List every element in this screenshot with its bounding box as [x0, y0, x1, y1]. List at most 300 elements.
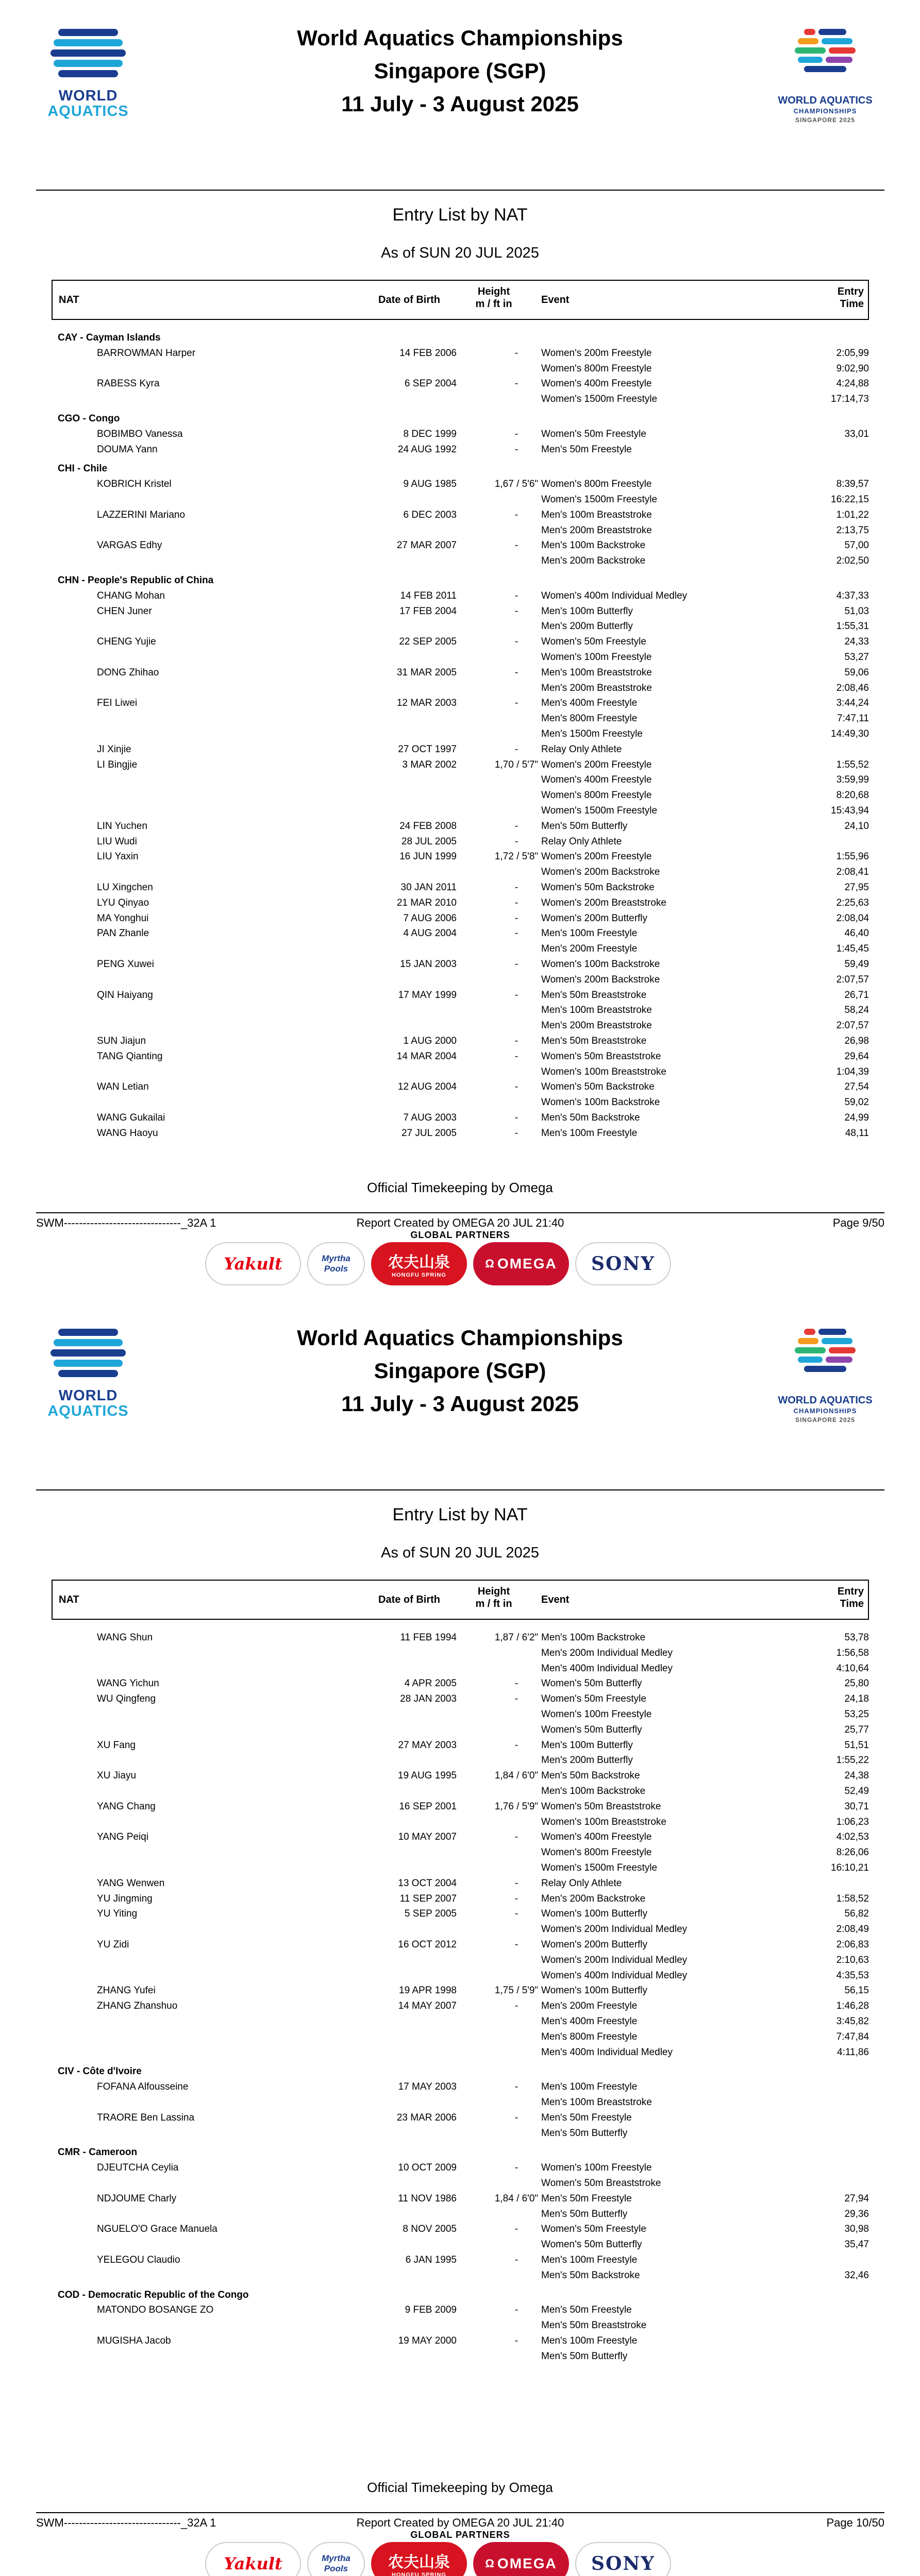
entry-time: 14:49,30: [831, 728, 869, 739]
table-row: [52, 1018, 869, 1033]
table-row: [52, 1937, 869, 1952]
athlete-name: FOFANA Alfousseine: [97, 2081, 189, 2093]
event-name: Women's 50m Butterfly: [541, 1724, 642, 1735]
height: -: [514, 989, 518, 1001]
athlete-name: SUN Jiajun: [97, 1036, 146, 1046]
logo-text-aquatics: AQUATICS: [47, 1403, 129, 1419]
entry-time: 2:07,57: [836, 974, 869, 985]
logo-text-world-aquatics: WORLD AQUATICS: [778, 95, 873, 106]
event-name: Relay Only Athlete: [541, 743, 622, 755]
entry-time: 1:45,45: [836, 943, 869, 955]
event-name: Women's 400m Freestyle: [541, 378, 652, 389]
height: 1,87 / 6'2": [494, 1632, 539, 1643]
championships-singapore-logo: [771, 25, 879, 128]
event-name: Men's 100m Backstroke: [541, 540, 646, 551]
date-of-birth: 21 MAR 2010: [396, 897, 457, 908]
event-name: Women's 800m Freestyle: [541, 479, 652, 490]
entry-time: 25,77: [844, 1724, 869, 1735]
height: -: [514, 636, 518, 648]
athlete-name: TANG Qianting: [97, 1050, 163, 1062]
table-row: [52, 1094, 869, 1110]
official-timekeeping: Official Timekeeping by Omega: [367, 1180, 553, 1195]
entry-time: 2:07,57: [836, 1020, 869, 1031]
entry-time: 30,71: [844, 1801, 869, 1812]
entry-time: 57,00: [844, 540, 869, 551]
event-name: Men's 50m Freestyle: [541, 2304, 632, 2316]
table-row: [52, 634, 869, 649]
height: -: [514, 1127, 518, 1139]
height: -: [514, 540, 518, 551]
event-name: Men's 200m Breaststroke: [541, 1020, 652, 1031]
nongfu-text: 农夫山泉: [388, 2553, 450, 2571]
nongfu-spring-logo: [371, 2542, 467, 2576]
date-of-birth: 31 MAR 2005: [396, 667, 457, 678]
event-name: Women's 200m Individual Medley: [541, 1924, 688, 1935]
entry-time: 53,25: [844, 1709, 869, 1720]
height: 1,67 / 5'6": [494, 479, 539, 490]
event-name: Women's 100m Breaststroke: [541, 1066, 666, 1077]
entry-time: 33,01: [844, 428, 869, 439]
entry-time: 2:05,99: [836, 347, 869, 359]
entry-time: 1:46,28: [836, 2001, 869, 2012]
event-name: Women's 1500m Freestyle: [541, 394, 658, 405]
table-row: [52, 1002, 869, 1018]
event-name: Men's 200m Freestyle: [541, 943, 638, 955]
event-name: Women's 50m Butterfly: [541, 1678, 642, 1689]
entry-time: 1:04,39: [836, 1066, 869, 1077]
date-of-birth: 11 NOV 1986: [398, 2193, 457, 2204]
athlete-name: YANG Peiqi: [97, 1832, 148, 1843]
height: 1,70 / 5'7": [494, 759, 539, 770]
table-row: [52, 345, 869, 361]
event-name: Men's 50m Breaststroke: [541, 989, 647, 1001]
date-of-birth: 22 SEP 2005: [399, 636, 457, 648]
date-of-birth: 8 NOV 2005: [403, 2224, 457, 2235]
logo-text-world-aquatics: WORLD AQUATICS: [778, 1395, 873, 1406]
entry-time: 7:47,11: [837, 713, 869, 724]
event-name: Women's 50m Breaststroke: [541, 1801, 661, 1812]
date-of-birth: 24 AUG 1992: [397, 444, 457, 455]
table-row: [52, 361, 869, 376]
height: -: [514, 347, 518, 359]
athlete-name: DJEUTCHA Ceylia: [97, 2162, 179, 2174]
height: -: [514, 667, 518, 678]
nation-header-row: [52, 461, 869, 476]
event-name: Men's 100m Freestyle: [541, 1127, 638, 1139]
championship-location: Singapore (SGP): [374, 1359, 546, 1383]
athlete-name: YANG Wenwen: [97, 1877, 165, 1889]
col-entry-time: Time: [840, 1598, 864, 1609]
table-row: [52, 2348, 869, 2364]
table-row: [52, 2044, 869, 2060]
athlete-name: YU Jingming: [97, 1893, 153, 1904]
athlete-name: LU Xingchen: [97, 882, 153, 893]
event-name: Men's 50m Butterfly: [541, 2350, 628, 2362]
entry-time: 4:11,86: [837, 2046, 869, 2058]
date-of-birth: 11 SEP 2007: [399, 1893, 457, 1904]
entry-time: 2:02,50: [836, 555, 869, 567]
entry-time: 1:56,58: [836, 1647, 869, 1658]
entry-time: 7:47,84: [836, 2031, 869, 2042]
event-name: Women's 200m Individual Medley: [541, 1954, 688, 1965]
event-name: Men's 100m Breaststroke: [541, 1005, 652, 1016]
entry-time: 1:01,22: [836, 509, 869, 520]
table-row: [52, 1737, 869, 1753]
entry-time: 24,33: [844, 636, 869, 648]
omega-symbol-icon: Ω: [485, 2557, 494, 2570]
nation-header-row: [52, 572, 869, 588]
date-of-birth: 8 DEC 1999: [403, 428, 457, 439]
height: -: [514, 1939, 518, 1950]
entry-time: 25,80: [844, 1678, 869, 1689]
athlete-name: WANG Gukailai: [97, 1112, 165, 1123]
table-row: [52, 1875, 869, 1891]
logo-text-singapore: SINGAPORE 2025: [795, 1416, 856, 1423]
nation-header-row: [52, 330, 869, 345]
entry-time: 16:10,21: [831, 1862, 869, 1873]
footer-global-partners: GLOBAL PARTNERS: [410, 2530, 510, 2540]
date-of-birth: 6 JAN 1995: [405, 2255, 457, 2265]
table-row: [52, 1752, 869, 1768]
col-entry: Entry: [837, 286, 864, 297]
table-row: [52, 710, 869, 726]
table-row: [52, 772, 869, 787]
event-name: Men's 100m Breaststroke: [541, 2097, 652, 2108]
table-row: [52, 618, 869, 634]
yakult-text: Yakult: [224, 1254, 282, 1274]
table-row: [52, 588, 869, 603]
athlete-name: QIN Haiyang: [97, 989, 153, 1001]
nongfu-spring-logo: [371, 1242, 467, 1285]
col-nat: NAT: [59, 294, 79, 306]
nation-name: CMR - Cameroon: [58, 2147, 138, 2158]
athlete-name: TRAORE Ben Lassina: [97, 2112, 195, 2123]
table-row: [52, 1722, 869, 1737]
entry-time: 4:10,64: [836, 1663, 869, 1674]
entry-time: 4:02,53: [836, 1832, 869, 1843]
entry-time: 2:08,41: [836, 867, 869, 878]
table-row: [52, 2317, 869, 2333]
col-event: Event: [541, 1594, 570, 1605]
nation-header-row: [52, 2063, 869, 2079]
date-of-birth: 30 JAN 2011: [400, 882, 457, 893]
event-name: Men's 50m Freestyle: [541, 444, 632, 455]
table-row: [52, 2094, 869, 2110]
event-name: Men's 50m Butterfly: [541, 820, 628, 832]
height: -: [514, 1081, 518, 1093]
event-name: Women's 200m Backstroke: [541, 974, 660, 985]
athlete-name: KOBRICH Kristel: [97, 479, 172, 490]
entry-time: 35,47: [844, 2239, 869, 2250]
entry-time: 2:25,63: [836, 897, 869, 908]
omega-text: OMEGA: [497, 1256, 557, 1272]
event-name: Men's 50m Freestyle: [541, 2193, 632, 2204]
event-name: Men's 50m Backstroke: [541, 2269, 640, 2281]
entry-time: 59,02: [844, 1097, 869, 1108]
yakult-text: Yakult: [224, 2554, 282, 2573]
wac-logo-mark-icon: [771, 1325, 879, 1392]
event-name: Men's 100m Butterfly: [541, 605, 633, 617]
athlete-name: WANG Shun: [97, 1632, 153, 1643]
height: -: [514, 2081, 518, 2093]
table-row: [52, 2206, 869, 2222]
table-row: [52, 1660, 869, 1676]
logo-text-world: WORLD: [58, 88, 118, 104]
entry-time: 2:08,49: [836, 1924, 869, 1935]
entry-time: 3:44,24: [836, 698, 869, 709]
championship-location: Singapore (SGP): [374, 59, 546, 83]
table-row: [52, 1783, 869, 1799]
date-of-birth: 28 JUL 2005: [401, 836, 457, 847]
event-name: Women's 200m Freestyle: [541, 347, 652, 359]
event-name: Men's 200m Butterfly: [541, 621, 633, 632]
height: -: [514, 743, 518, 755]
entry-time: 9:02,90: [836, 363, 869, 374]
event-name: Men's 100m Freestyle: [541, 928, 638, 939]
height: -: [514, 836, 518, 847]
table-row: [52, 1645, 869, 1660]
event-name: Men's 50m Breaststroke: [541, 1036, 647, 1046]
table-row: [52, 1952, 869, 1968]
footer-code: SWM-------------------------------_32A 1: [36, 1216, 216, 1229]
date-of-birth: 28 JAN 2003: [400, 1693, 457, 1705]
height: -: [514, 590, 518, 601]
report-title: Entry List by NAT: [392, 205, 528, 225]
table-row: [52, 1891, 869, 1906]
event-name: Women's 50m Backstroke: [541, 882, 655, 893]
entry-time: 1:55,96: [836, 851, 869, 862]
date-of-birth: 14 FEB 2006: [399, 347, 457, 359]
athlete-name: LIU Yaxin: [97, 851, 139, 862]
event-name: Women's 800m Freestyle: [541, 363, 652, 374]
entry-time: 29,64: [844, 1050, 869, 1062]
athlete-name: BOBIMBO Vanessa: [97, 428, 183, 439]
table-row: [52, 1844, 869, 1860]
table-row: [52, 1630, 869, 1645]
table-row: [52, 1125, 869, 1141]
table-row: [52, 2013, 869, 2029]
height: -: [514, 1832, 518, 1843]
nongfu-text: 农夫山泉: [388, 1253, 450, 1272]
athlete-name: LI Bingjie: [97, 759, 138, 770]
height: -: [514, 2162, 518, 2174]
height: -: [514, 2224, 518, 2235]
event-name: Men's 200m Butterfly: [541, 1755, 633, 1766]
date-of-birth: 13 OCT 2004: [398, 1877, 457, 1889]
table-row: [52, 741, 869, 757]
table-row: [52, 2333, 869, 2348]
entry-time: 3:59,99: [836, 774, 869, 786]
height: -: [514, 897, 518, 908]
height: -: [514, 1893, 518, 1904]
event-name: Relay Only Athlete: [541, 1877, 622, 1889]
header-divider: [36, 1489, 884, 1490]
table-row: [52, 1968, 869, 1983]
entry-time: 1:58,52: [836, 1893, 869, 1904]
table-row: [52, 849, 869, 864]
footer-code: SWM-------------------------------_32A 1: [36, 2516, 216, 2529]
event-name: Men's 200m Breaststroke: [541, 682, 652, 693]
athlete-name: CHANG Mohan: [97, 590, 165, 601]
event-name: Men's 400m Freestyle: [541, 698, 638, 709]
event-name: Women's 800m Freestyle: [541, 1847, 652, 1858]
event-name: Men's 50m Butterfly: [541, 2127, 628, 2139]
date-of-birth: 1 AUG 2000: [403, 1036, 457, 1046]
date-of-birth: 27 JUL 2005: [401, 1127, 457, 1139]
entry-time: 2:10,63: [836, 1954, 869, 1965]
table-row: [52, 665, 869, 680]
event-name: Women's 100m Freestyle: [541, 2162, 652, 2174]
entry-time: 24,99: [844, 1112, 869, 1123]
athlete-name: MATONDO BOSANGE ZO: [97, 2304, 214, 2316]
athlete-name: LIU Wudi: [97, 836, 137, 847]
entry-time: 24,18: [844, 1693, 869, 1705]
page-footer: [36, 1212, 884, 1243]
col-dob: Date of Birth: [378, 1594, 440, 1605]
table-row: [52, 972, 869, 987]
height: 1,84 / 6'0": [494, 1770, 539, 1782]
table-row: [52, 1829, 869, 1844]
table-row: [52, 925, 869, 941]
table-row: [52, 492, 869, 507]
table-row: [52, 1079, 869, 1094]
table-row: [52, 507, 869, 522]
date-of-birth: 27 OCT 1997: [398, 743, 457, 755]
logo-text-world: WORLD: [58, 1387, 118, 1404]
sony-logo: [575, 1242, 671, 1285]
table-row: [52, 1048, 869, 1064]
height: -: [514, 1739, 518, 1751]
event-name: Men's 50m Breaststroke: [541, 2320, 647, 2331]
hongfu-text: HONGFU SPRING: [392, 1272, 446, 1278]
table-row: [52, 834, 869, 849]
championship-title: World Aquatics Championships: [297, 26, 623, 50]
date-of-birth: 17 MAY 1999: [398, 989, 457, 1001]
table-row: [52, 2110, 869, 2125]
omega-logo: [473, 2542, 569, 2576]
event-name: Women's 200m Butterfly: [541, 912, 648, 924]
table-row: [52, 1691, 869, 1706]
col-entry-time: Time: [840, 298, 864, 310]
myrtha-pools-logo: [307, 1242, 365, 1285]
height: -: [514, 959, 518, 970]
table-row: [52, 2267, 869, 2283]
table-row: [52, 680, 869, 696]
height: -: [514, 820, 518, 832]
height: -: [514, 1036, 518, 1046]
event-name: Women's 1500m Freestyle: [541, 805, 658, 816]
height: -: [514, 605, 518, 617]
table-row: [52, 2302, 869, 2317]
athlete-name: LIN Yuchen: [97, 820, 147, 832]
nation-name: CGO - Congo: [58, 413, 120, 424]
event-name: Men's 100m Backstroke: [541, 1632, 646, 1643]
athlete-name: FEI Liwei: [97, 698, 138, 709]
event-name: Men's 100m Backstroke: [541, 1786, 646, 1797]
event-name: Women's 100m Freestyle: [541, 1709, 652, 1720]
col-height-units: m / ft in: [475, 298, 512, 310]
table-row: [52, 2125, 869, 2141]
athlete-name: XU Fang: [97, 1739, 136, 1751]
event-name: Men's 800m Freestyle: [541, 713, 638, 724]
table-row: [52, 803, 869, 818]
table-header: [52, 280, 869, 320]
date-of-birth: 9 AUG 1985: [403, 479, 457, 490]
date-of-birth: 27 MAY 2003: [398, 1739, 457, 1751]
date-of-birth: 27 MAR 2007: [396, 540, 457, 551]
height: -: [514, 378, 518, 389]
championship-dates: 11 July - 3 August 2025: [341, 1392, 579, 1416]
event-name: Men's 200m Freestyle: [541, 2001, 638, 2012]
table-row: [52, 818, 869, 834]
date-of-birth: 12 AUG 2004: [397, 1081, 457, 1093]
entry-time: 27,54: [844, 1081, 869, 1093]
table-row: [52, 941, 869, 956]
date-of-birth: 6 SEP 2004: [404, 378, 457, 389]
entry-time: 52,49: [844, 1786, 869, 1797]
event-name: Women's 400m Freestyle: [541, 774, 652, 786]
entry-time: 27,94: [844, 2193, 869, 2204]
table-row: [52, 1675, 869, 1691]
event-name: Women's 400m Individual Medley: [541, 1970, 688, 1981]
height: -: [514, 428, 518, 439]
date-of-birth: 10 MAY 2007: [398, 1832, 457, 1843]
wac-logo-mark-icon: [771, 25, 879, 92]
athlete-name: CHENG Yujie: [97, 636, 156, 648]
height: -: [514, 2335, 518, 2346]
athlete-name: PENG Xuwei: [97, 959, 154, 970]
event-name: Women's 1500m Freestyle: [541, 1862, 658, 1873]
table-row: [52, 757, 869, 772]
entry-time: 27,95: [844, 882, 869, 893]
event-name: Men's 200m Individual Medley: [541, 1647, 673, 1658]
event-name: Women's 50m Breaststroke: [541, 2178, 661, 2189]
omega-logo: [473, 1242, 569, 1285]
height: 1,84 / 6'0": [494, 2193, 539, 2204]
page-footer: [36, 2512, 884, 2543]
logo-text-aquatics: AQUATICS: [47, 103, 129, 120]
height: -: [514, 698, 518, 709]
event-name: Women's 100m Breaststroke: [541, 1816, 666, 1827]
event-name: Women's 200m Backstroke: [541, 867, 660, 878]
nation-name: CAY - Cayman Islands: [58, 332, 161, 343]
table-row: [52, 1110, 869, 1125]
date-of-birth: 3 MAR 2002: [402, 759, 457, 770]
event-name: Women's 1500m Freestyle: [541, 494, 658, 505]
table-row: [52, 1706, 869, 1722]
logo-text-championships: CHAMPIONSHIPS: [793, 107, 857, 115]
event-name: Women's 100m Backstroke: [541, 1097, 660, 1108]
event-name: Women's 50m Backstroke: [541, 1081, 655, 1093]
table-row: [52, 537, 869, 553]
event-name: Women's 50m Freestyle: [541, 2224, 646, 2235]
height: -: [514, 928, 518, 939]
height: -: [514, 1908, 518, 1920]
table-row: [52, 879, 869, 895]
hongfu-text: HONGFU SPRING: [392, 2572, 446, 2576]
entry-time: 59,49: [844, 959, 869, 970]
col-height: Height: [477, 286, 510, 297]
event-name: Women's 50m Freestyle: [541, 1693, 646, 1705]
table-row: [52, 522, 869, 538]
nation-header-row: [52, 2144, 869, 2160]
athlete-name: WAN Letian: [97, 1081, 149, 1093]
myrtha-pools-logo: [307, 2542, 365, 2576]
height: -: [514, 1112, 518, 1123]
event-name: Men's 50m Butterfly: [541, 2208, 628, 2219]
height: -: [514, 1678, 518, 1689]
entry-time: 8:26,06: [836, 1847, 869, 1858]
